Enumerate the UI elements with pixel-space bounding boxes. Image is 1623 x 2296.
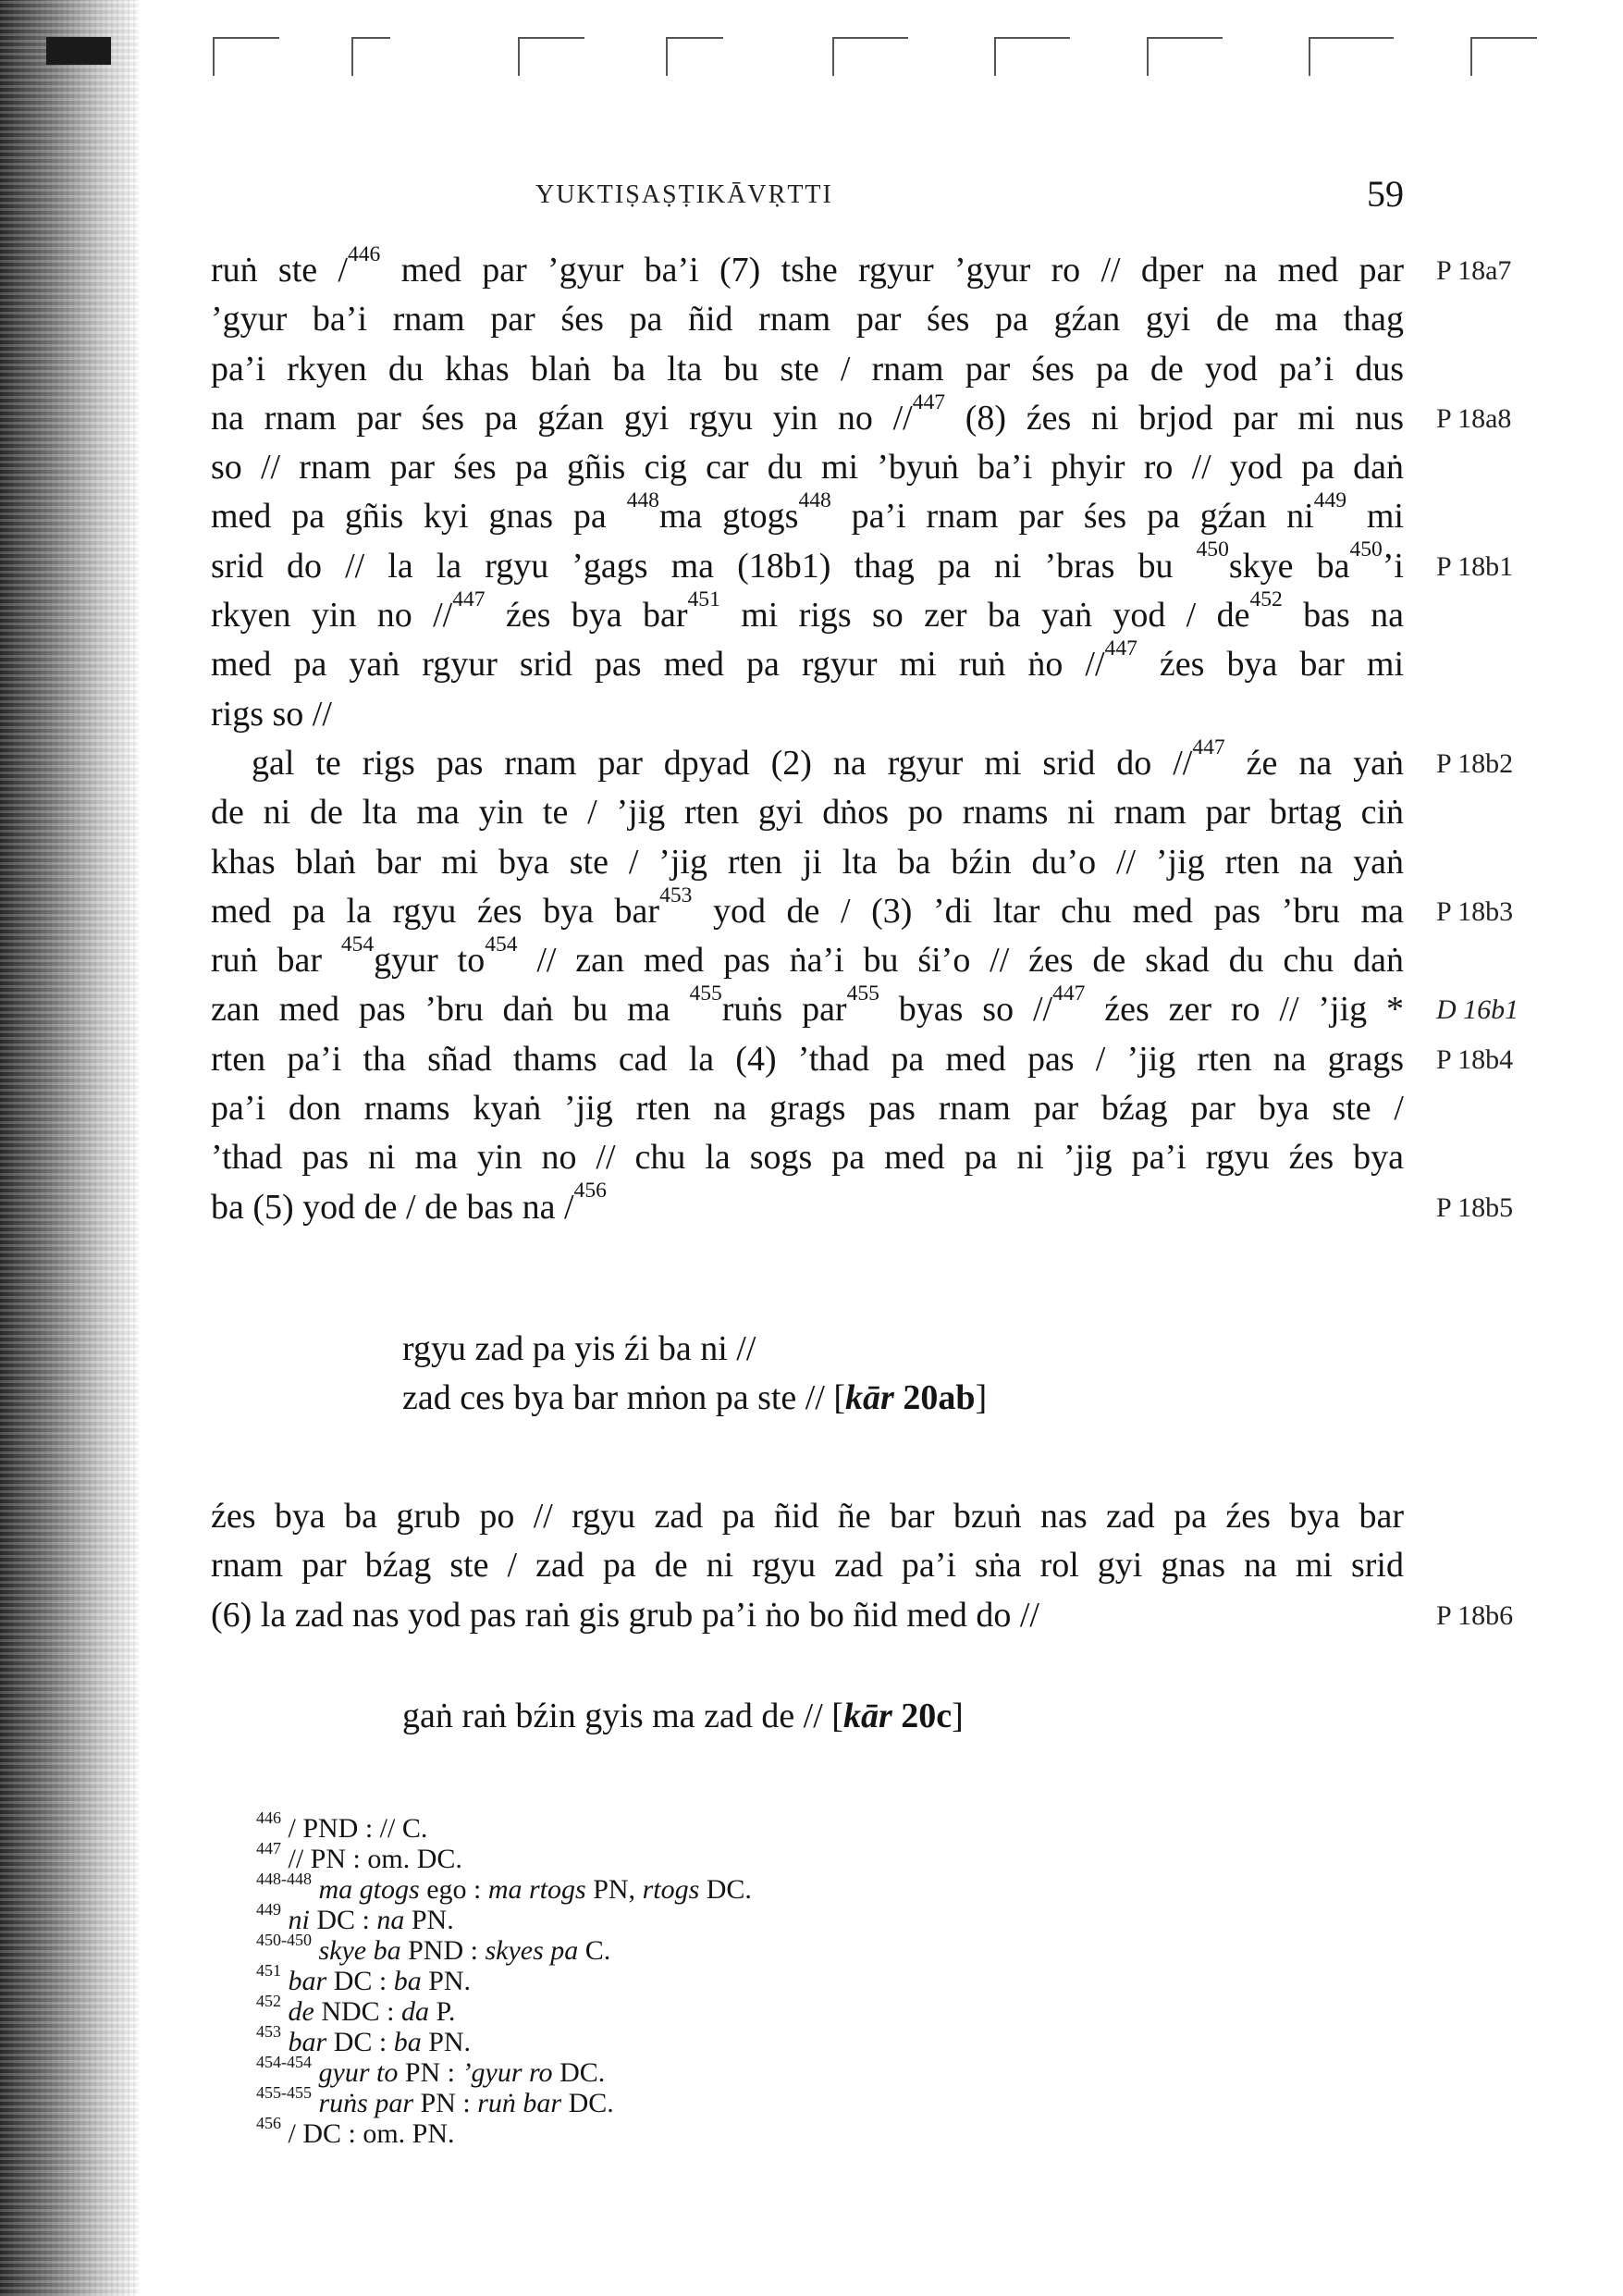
footnote-ref: 450 [1349, 537, 1383, 562]
folio-reference: P 18b4 [1436, 1043, 1514, 1075]
text-line [211, 241, 1512, 295]
bleed-mark [518, 37, 584, 76]
footnote-text: NDC : [314, 1996, 402, 2027]
folio-reference: P 18a7 [1436, 255, 1512, 286]
verse-line [402, 1692, 964, 1741]
footnote-reading: ruṅ bar [477, 2088, 562, 2118]
verse-line [402, 1374, 987, 1423]
text-run: gyur to [374, 941, 486, 981]
text-run: byas so // [879, 990, 1053, 1030]
footnote-text: PN. [404, 1905, 454, 1935]
footnote-number: 446 [256, 1808, 281, 1828]
text-run: med par ’gyur ba’i (7) tshe rgyur ’gyur ro // dper na med par [380, 251, 1404, 290]
footnote-text: PN : [398, 2057, 462, 2088]
text-line [211, 443, 1404, 492]
footnote-ref: 449 [1313, 488, 1347, 513]
text-run: // zan med pas ṅa’i bu śi’o // źes de skad du chu daṅ [517, 941, 1404, 981]
text-run: pa’i rkyen du khas blaṅ ba lta bu ste / rnam par śes pa de yod pa’i dus [211, 349, 1404, 389]
footnote-ref: 447 [1192, 734, 1225, 759]
footnote-text: C. [578, 1935, 611, 1966]
footnote-ref: 454 [485, 932, 518, 957]
footnote-text: // PN : om. DC. [281, 1844, 462, 1874]
footnote-reading: ba [393, 1966, 422, 1996]
folio-reference: P 18a8 [1436, 402, 1512, 434]
text-line [211, 883, 1514, 936]
bleed-mark [994, 37, 1070, 76]
footnote-reading: skye ba [312, 1935, 401, 1966]
footnote-ref: 455 [846, 981, 879, 1006]
verse-bracket: ] [975, 1378, 988, 1417]
verse-text: zad ces bya bar mṅon pa ste // [ [402, 1378, 846, 1417]
text-run: gal te rigs pas rnam par dpyad (2) na rgyur mi srid do // [252, 743, 1193, 783]
verse-karika-20ab [402, 1325, 987, 1423]
text-line [211, 295, 1404, 344]
text-line [211, 932, 1404, 985]
text-run: med pa yaṅ rgyur srid pas med pa rgyur mi ruṅ ṅo // [211, 645, 1105, 685]
text-run: skye ba [1228, 546, 1350, 586]
verse-bracket: ] [952, 1697, 964, 1735]
bleed-mark [1309, 37, 1394, 76]
text-run: pa’i rnam par śes pa gźan ni [830, 497, 1314, 537]
text-run: ’gyur ba’i rnam par śes pa ñid rnam par śes pa gźan gyi de ma thag [211, 300, 1404, 339]
text-line [211, 981, 1519, 1034]
text-run: med pa gñis kyi gnas pa [211, 497, 627, 537]
bleed-mark [213, 37, 279, 76]
footnote-number: 452 [256, 1992, 281, 2011]
folio-reference: P 18b6 [1436, 1599, 1514, 1631]
text-run: pa’i don rnams kyaṅ ’jig rten na grags pas rnam par bźag par bya ste / [211, 1089, 1404, 1129]
footnote-text: P. [429, 1996, 456, 2027]
text-line [211, 636, 1404, 689]
footnote-ref: 448 [626, 488, 659, 513]
text-run: khas blaṅ bar mi bya ste / ’jig rten ji lta ba bźin du’o // ’jig rten na yaṅ [211, 842, 1404, 882]
footnote-item [256, 1839, 752, 1874]
footnote-number: 454-454 [256, 2053, 312, 2072]
footnote-reading: ma rtogs [487, 1874, 586, 1905]
text-line [211, 690, 1404, 739]
footnote-text: / PND : // C. [281, 1813, 428, 1844]
text-line [211, 1133, 1404, 1182]
footnote-reading: rtogs [642, 1874, 700, 1905]
text-run: źes bya ba grub po // rgyu zad pa ñid ñe bar bzuṅ nas zad pa źes bya bar [211, 1497, 1404, 1536]
text-run: źe na yaṅ [1224, 743, 1405, 783]
folio-reference: P 18b3 [1436, 895, 1514, 927]
footnote-item [256, 2022, 752, 2057]
footnote-reading: gyur to [312, 2057, 399, 2088]
footnote-item [256, 1900, 752, 1935]
text-run: ba (5) yod de / de bas na / [211, 1187, 574, 1227]
footnote-text: PN. [421, 2027, 472, 2057]
text-run: yod de / (3) ’di ltar chu med pas ’bru ma [692, 891, 1404, 931]
footnote-number: 449 [256, 1900, 281, 1920]
footnote-item [256, 2083, 752, 2118]
footnote-text: DC. [552, 2057, 606, 2088]
bleed-mark [1147, 37, 1223, 76]
footnote-text: / DC : om. PN. [281, 2118, 455, 2149]
footnote-reading: da [401, 1996, 430, 2027]
footnote-item [256, 1870, 752, 1905]
footnote-reading: ba [393, 2027, 422, 2057]
text-run: mi [1346, 497, 1404, 537]
footnote-reading: bar [281, 2027, 327, 2057]
text-run: ruṅ ste / [211, 251, 348, 290]
footnotes [256, 1808, 752, 2149]
text-line [211, 345, 1404, 394]
bleed-mark [1470, 37, 1537, 76]
footnote-text: PND : [400, 1935, 486, 1966]
text-line [211, 1084, 1404, 1133]
footnote-ref: 446 [347, 241, 381, 266]
folio-reference: P 18b1 [1436, 550, 1514, 582]
paragraph-2 [211, 734, 1519, 1232]
footnote-item [256, 2053, 752, 2088]
footnote-ref: 447 [1052, 981, 1086, 1006]
footnote-number: 451 [256, 1961, 281, 1981]
footnote-ref: 455 [689, 981, 722, 1006]
main-text [211, 241, 1519, 1232]
footnote-ref: 452 [1249, 586, 1283, 611]
karika-label: kār [845, 1378, 894, 1417]
folio-reference: D 16b1 [1436, 994, 1519, 1026]
text-run: rnam par bźag ste / zad pa de ni rgyu zad pa’i sṅa rol gyi gnas na mi srid [211, 1546, 1404, 1586]
running-head: YUKTIṢAṢṬIKĀVṚTTI [535, 180, 833, 209]
text-line [211, 1591, 1514, 1640]
footnote-item [256, 1808, 752, 1844]
footnote-number: 456 [256, 2114, 281, 2133]
footnote-ref: 450 [1196, 537, 1229, 562]
text-run: ruṅ bar [211, 941, 341, 981]
footnote-text: PN, [585, 1874, 643, 1905]
karika-number: 20c [891, 1697, 953, 1735]
text-line [211, 734, 1514, 788]
binding-clip [46, 37, 111, 65]
bleed-mark [832, 37, 908, 76]
footnote-reading: na [376, 1905, 405, 1935]
footnote-item [256, 1992, 752, 2027]
folio-reference: P 18b5 [1436, 1191, 1514, 1223]
footnote-text: DC. [561, 2088, 614, 2118]
footnote-reading: de [281, 1996, 314, 2027]
text-run: (8) źes ni brjod par mi nus [945, 398, 1404, 438]
footnote-item [256, 1961, 752, 1996]
text-run: zan med pas ’bru daṅ bu ma [211, 990, 690, 1030]
text-run: mi rigs so zer ba yaṅ yod / de [719, 596, 1250, 636]
footnote-text: DC : [326, 1966, 394, 1996]
footnote-text: PN : [413, 2088, 478, 2118]
footnote-item [256, 2114, 752, 2149]
footnote-reading: ni [281, 1905, 310, 1935]
footnote-number: 447 [256, 1839, 281, 1858]
footnote-number: 450-450 [256, 1931, 312, 1950]
footnote-text: PN. [421, 1966, 472, 1996]
footnote-ref: 454 [340, 932, 375, 957]
footnote-reading: ruṅs par [312, 2088, 414, 2118]
footnote-text: DC : [309, 1905, 377, 1935]
karika-label: kār [842, 1697, 892, 1735]
text-run: (6) la zad nas yod pas raṅ gis grub pa’i ṅo bo ñid med do // [211, 1595, 1039, 1635]
text-line [211, 488, 1404, 541]
text-run: ma gtogs [658, 497, 799, 537]
footnote-reading: ’gyur ro [461, 2057, 553, 2088]
karika-number: 20ab [893, 1378, 976, 1417]
footnote-text: DC. [699, 1874, 752, 1905]
footnote-ref: 447 [1104, 636, 1137, 661]
footnote-reading: skyes pa [485, 1935, 579, 1966]
text-run: rkyen yin no // [211, 596, 453, 636]
text-line [211, 838, 1404, 887]
text-run: srid do // la la rgyu ’gags ma (18b1) thag pa ni ’bras bu [211, 546, 1197, 586]
text-run: med pa la rgyu źes bya bar [211, 891, 660, 931]
text-run: rten pa’i tha sñad thams cad la (4) ’thad pa med pas / ’jig rten na grags [211, 1039, 1404, 1079]
footnote-text: DC : [326, 2027, 394, 2057]
text-run: de ni de lta ma yin te / ’jig rten gyi dṅos po rnams ni rnam par brtag ciṅ [211, 793, 1404, 833]
footnote-ref: 451 [687, 586, 720, 611]
text-line [211, 537, 1514, 591]
footnote-text: ego : [419, 1874, 488, 1905]
footnote-ref: 447 [912, 389, 946, 414]
footnote-number: 453 [256, 2022, 281, 2042]
text-line [211, 788, 1404, 837]
footnote-reading: ma gtogs [312, 1874, 420, 1905]
text-run: na rnam par śes pa gźan gyi rgyu yin no // [211, 398, 913, 438]
footnote-ref: 448 [798, 488, 831, 513]
paragraph-1 [211, 241, 1514, 739]
text-run: ’i [1382, 546, 1404, 586]
verse-karika-20c [402, 1692, 964, 1741]
footnote-item [256, 1931, 752, 1966]
main-text-continued [211, 1492, 1514, 1640]
text-run: źes bya bar mi [1137, 645, 1404, 685]
text-run: rigs so // [211, 694, 332, 734]
footnote-ref: 447 [452, 586, 486, 611]
text-line [211, 1541, 1404, 1590]
book-binding-shadow [0, 0, 139, 2296]
text-run: ruṅs par [721, 990, 847, 1030]
text-line [211, 1492, 1404, 1541]
bleed-mark [666, 37, 723, 76]
text-line [211, 1179, 1514, 1232]
footnote-number: 448-448 [256, 1870, 312, 1889]
text-run: bas na [1282, 596, 1404, 636]
footnote-ref: 456 [573, 1179, 607, 1204]
bleed-mark [351, 37, 390, 76]
verse-text: gaṅ raṅ bźin gyis ma zad de // [ [402, 1697, 843, 1735]
text-line [211, 586, 1404, 640]
text-run: so // rnam par śes pa gñis cig car du mi ’byuṅ ba’i phyir ro // yod pa daṅ [211, 448, 1404, 488]
paragraph-3 [211, 1492, 1514, 1640]
verse-line: rgyu zad pa yis źi ba ni // [402, 1329, 756, 1368]
footnote-reading: bar [281, 1966, 327, 1996]
text-run: ’thad pas ni ma yin no // chu la sogs pa med pa ni ’jig pa’i rgyu źes bya [211, 1138, 1404, 1178]
page-number: 59 [1367, 173, 1404, 215]
text-run: źes zer ro // ’jig * [1085, 990, 1404, 1030]
text-line [211, 389, 1512, 443]
footnote-number: 455-455 [256, 2083, 312, 2103]
text-run: źes bya bar [485, 596, 688, 636]
folio-reference: P 18b2 [1436, 747, 1514, 779]
footnote-ref: 453 [659, 883, 693, 907]
text-line [211, 1035, 1514, 1084]
